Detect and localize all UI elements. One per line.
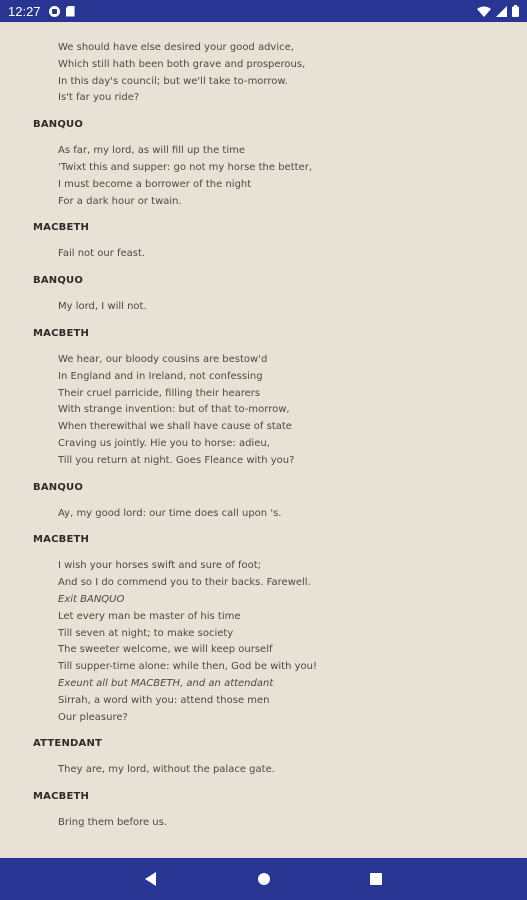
- dialogue-line: In this day's council; but we'll take to-morrow.: [58, 75, 288, 87]
- speech-lines: [0, 246, 527, 263]
- dialogue-line: I wish your horses swift and sure of foot;: [58, 560, 262, 572]
- home-button[interactable]: [256, 871, 272, 887]
- speaker-name: MACBETH: [33, 534, 90, 546]
- dialogue-line: Their cruel parricide, filling their hearers: [58, 387, 261, 399]
- speech-block: [0, 40, 527, 107]
- dialogue-line: As far, my lord, as will fill up the time: [58, 145, 246, 157]
- speech-lines: [0, 40, 527, 107]
- stage-direction: Exit BANQUO: [58, 593, 125, 605]
- speech-lines: [0, 762, 527, 779]
- speech-lines: [0, 558, 527, 726]
- recents-button[interactable]: [368, 871, 384, 887]
- status-right: [477, 5, 519, 17]
- navigation-bar: [0, 858, 527, 900]
- speech-block: [0, 220, 527, 263]
- speech-block: [0, 117, 527, 210]
- dialogue-line: Sirrah, a word with you: attend those men: [58, 694, 270, 706]
- status-bar: [0, 0, 527, 22]
- dialogue-line: Till you return at night. Goes Fleance with you?: [58, 454, 295, 466]
- speech-block: [0, 532, 527, 726]
- stage-direction: Exeunt all but MACBETH, and an attendant: [58, 677, 274, 689]
- dialogue-line: Fail not our feast.: [58, 248, 146, 260]
- dialogue-line: Our pleasure?: [58, 711, 128, 723]
- dialogue-line: In England and in Ireland, not confessing: [58, 370, 263, 382]
- back-button[interactable]: [143, 871, 159, 887]
- speaker-name: BANQUO: [33, 275, 84, 287]
- recents-icon: [370, 873, 382, 885]
- home-icon: [257, 872, 271, 886]
- battery-icon: [512, 5, 519, 17]
- dialogue-line: They are, my lord, without the palace gate.: [58, 764, 275, 776]
- speaker-name: BANQUO: [33, 119, 84, 131]
- speech-lines: [0, 143, 527, 210]
- dialogue-line: Is't far you ride?: [58, 92, 140, 104]
- wifi-icon: [477, 6, 491, 17]
- dialogue-line: We hear, our bloody cousins are bestow'd: [58, 353, 268, 365]
- speaker-name: BANQUO: [33, 481, 84, 493]
- speech-block: [0, 480, 527, 523]
- signal-icon: [496, 6, 507, 17]
- status-left: [8, 4, 75, 19]
- dialogue-line: Which still hath been both grave and prosperous,: [58, 58, 306, 70]
- dialogue-line: Till supper-time alone: while then, God be with you!: [58, 661, 317, 673]
- speech-block: [0, 789, 527, 832]
- dialogue-line: Bring them before us.: [58, 817, 168, 829]
- speech-block: [0, 273, 527, 316]
- speech-lines: [0, 506, 527, 523]
- dialogue-line: We should have else desired your good advice,: [58, 42, 294, 53]
- dialogue-line: With strange invention: but of that to-morrow,: [58, 404, 290, 416]
- dialogue-line: And so I do commend you to their backs. Farewell.: [58, 577, 311, 589]
- back-icon: [145, 872, 157, 886]
- speaker-name: ATTENDANT: [33, 738, 103, 750]
- speech-lines: [0, 815, 527, 832]
- speech-lines: [0, 352, 527, 470]
- dialogue-line: My lord, I will not.: [58, 301, 147, 313]
- sd-card-icon: [66, 6, 75, 17]
- dialogue-line: Ay, my good lord: our time does call upon 's.: [58, 507, 282, 519]
- speaker-name: MACBETH: [33, 222, 90, 234]
- dialogue-line: For a dark hour or twain.: [58, 195, 182, 207]
- speech-block: [0, 736, 527, 779]
- dialogue-line: When therewithal we shall have cause of state: [58, 421, 292, 433]
- script-content[interactable]: [0, 22, 527, 858]
- dialogue-line: Till seven at night; to make society: [58, 627, 234, 639]
- speech-lines: [0, 299, 527, 316]
- app-notification-icon: [49, 6, 60, 17]
- dialogue-line: 'Twixt this and supper: go not my horse the better,: [58, 161, 312, 173]
- dialogue-line: Craving us jointly. Hie you to horse: adieu,: [58, 437, 270, 449]
- status-time: 12:27: [8, 3, 41, 19]
- speaker-name: MACBETH: [33, 791, 90, 803]
- speaker-name: MACBETH: [33, 327, 90, 339]
- dialogue-line: Let every man be master of his time: [58, 610, 241, 622]
- dialogue-line: The sweeter welcome, we will keep ourself: [58, 644, 273, 656]
- dialogue-line: I must become a borrower of the night: [58, 178, 252, 190]
- speech-block: [0, 326, 527, 470]
